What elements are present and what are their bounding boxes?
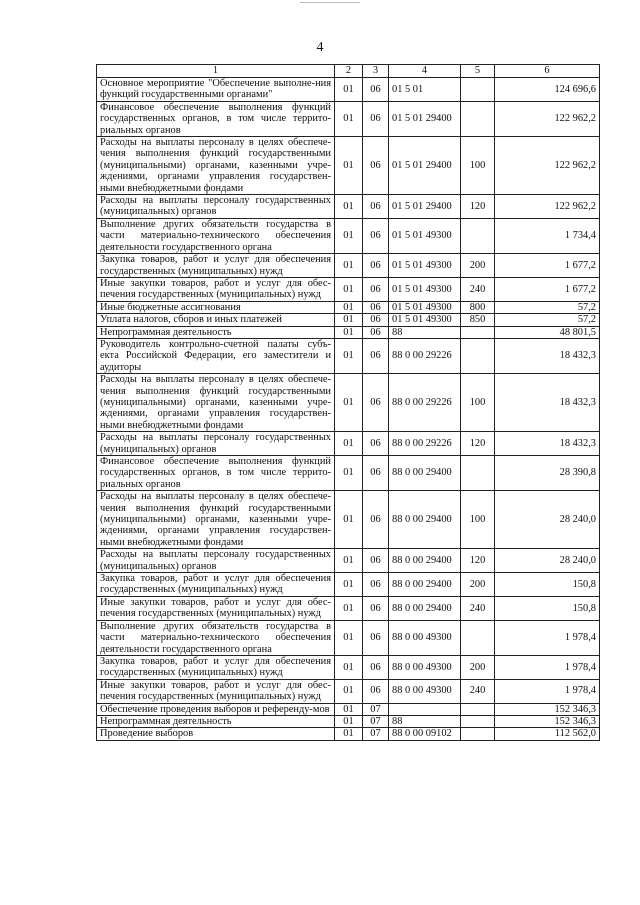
row-section: 01 xyxy=(335,456,363,491)
row-subsection: 06 xyxy=(363,301,389,313)
row-subsection: 07 xyxy=(363,703,389,715)
header-col-6: 6 xyxy=(495,65,600,78)
row-section: 01 xyxy=(335,655,363,679)
scan-artifact-line xyxy=(300,2,360,3)
row-name: Руководитель контрольно-счетной палаты субъ-екта Российской Федерации, его заместители и аудиторы xyxy=(97,338,335,373)
row-amount: 28 390,8 xyxy=(495,456,600,491)
row-section: 01 xyxy=(335,301,363,313)
row-expense-type: 200 xyxy=(461,655,495,679)
row-amount: 1 677,2 xyxy=(495,254,600,278)
row-target-article: 01 5 01 49300 xyxy=(389,314,461,326)
row-name: Расходы на выплаты персоналу в целях обеспече-чения выполнения функций государственными (муниципальными) органами, казенными учре-ждениями, органами управления государствен-ными внебюджетными фондами xyxy=(97,137,335,195)
row-target-article: 88 0 00 29400 xyxy=(389,549,461,573)
row-expense-type: 850 xyxy=(461,314,495,326)
row-section: 01 xyxy=(335,573,363,597)
row-target-article: 88 0 00 29400 xyxy=(389,456,461,491)
row-target-article: 88 0 00 49300 xyxy=(389,679,461,703)
row-subsection: 06 xyxy=(363,101,389,136)
row-name: Закупка товаров, работ и услуг для обеспечения государственных (муниципальных) нужд xyxy=(97,254,335,278)
row-name: Расходы на выплаты персоналу государственных (муниципальных) органов xyxy=(97,432,335,456)
row-expense-type: 240 xyxy=(461,596,495,620)
row-amount: 150,8 xyxy=(495,573,600,597)
row-amount: 57,2 xyxy=(495,301,600,313)
row-section: 01 xyxy=(335,679,363,703)
row-amount: 122 962,2 xyxy=(495,195,600,219)
row-section: 01 xyxy=(335,491,363,549)
table-row xyxy=(97,703,600,715)
table-row xyxy=(97,101,600,136)
row-section: 01 xyxy=(335,195,363,219)
row-target-article: 88 xyxy=(389,715,461,727)
row-section: 01 xyxy=(335,549,363,573)
row-target-article: 88 0 00 49300 xyxy=(389,655,461,679)
table-row xyxy=(97,254,600,278)
row-name: Непрограммная деятельность xyxy=(97,715,335,727)
row-section: 01 xyxy=(335,728,363,740)
row-amount: 152 346,3 xyxy=(495,715,600,727)
row-subsection: 06 xyxy=(363,456,389,491)
row-expense-type: 240 xyxy=(461,679,495,703)
row-subsection: 06 xyxy=(363,596,389,620)
row-section: 01 xyxy=(335,715,363,727)
row-target-article: 88 0 00 29226 xyxy=(389,374,461,432)
row-target-article: 01 5 01 29400 xyxy=(389,101,461,136)
row-expense-type xyxy=(461,728,495,740)
row-name: Иные закупки товаров, работ и услуг для обес-печения государственных (муниципальных) нужд xyxy=(97,596,335,620)
row-expense-type xyxy=(461,338,495,373)
header-col-1: 1 xyxy=(97,65,335,78)
row-target-article: 88 0 00 09102 xyxy=(389,728,461,740)
table-row xyxy=(97,338,600,373)
row-subsection: 06 xyxy=(363,549,389,573)
row-section: 01 xyxy=(335,101,363,136)
row-name: Обеспечение проведения выборов и референду-мов xyxy=(97,703,335,715)
row-subsection: 06 xyxy=(363,655,389,679)
table-row xyxy=(97,491,600,549)
row-section: 01 xyxy=(335,620,363,655)
row-subsection: 07 xyxy=(363,715,389,727)
table-row xyxy=(97,432,600,456)
row-name: Финансовое обеспечение выполнения функций государственных органов, в том числе террито-риальных органов xyxy=(97,456,335,491)
row-subsection: 06 xyxy=(363,254,389,278)
table-row xyxy=(97,78,600,102)
row-subsection: 06 xyxy=(363,679,389,703)
row-name: Финансовое обеспечение выполнения функций государственных органов, в том числе террито-риальных органов xyxy=(97,101,335,136)
row-section: 01 xyxy=(335,703,363,715)
row-subsection: 06 xyxy=(363,195,389,219)
row-amount: 28 240,0 xyxy=(495,491,600,549)
row-expense-type: 200 xyxy=(461,254,495,278)
row-target-article: 01 5 01 xyxy=(389,78,461,102)
header-col-4: 4 xyxy=(389,65,461,78)
row-name: Основное мероприятие "Обеспечение выполне-ния функций государственными органами" xyxy=(97,78,335,102)
row-amount: 1 978,4 xyxy=(495,655,600,679)
row-subsection: 06 xyxy=(363,374,389,432)
row-amount: 1 734,4 xyxy=(495,218,600,253)
row-subsection: 06 xyxy=(363,277,389,301)
row-subsection: 06 xyxy=(363,137,389,195)
table-row xyxy=(97,715,600,727)
row-name: Иные закупки товаров, работ и услуг для обес-печения государственных (муниципальных) нужд xyxy=(97,277,335,301)
row-expense-type: 120 xyxy=(461,195,495,219)
row-expense-type: 200 xyxy=(461,573,495,597)
table-row xyxy=(97,728,600,740)
row-amount: 18 432,3 xyxy=(495,374,600,432)
row-name: Расходы на выплаты персоналу в целях обеспече-чения выполнения функций государственными (муниципальными) органами, казенными учре-ждениями, органами управления государствен-ными внебюджетными фондами xyxy=(97,491,335,549)
row-target-article: 01 5 01 49300 xyxy=(389,254,461,278)
table-row xyxy=(97,218,600,253)
row-name: Уплата налогов, сборов и иных платежей xyxy=(97,314,335,326)
row-expense-type: 800 xyxy=(461,301,495,313)
row-amount: 150,8 xyxy=(495,596,600,620)
row-target-article: 01 5 01 29400 xyxy=(389,137,461,195)
row-name: Закупка товаров, работ и услуг для обеспечения государственных (муниципальных) нужд xyxy=(97,573,335,597)
row-amount: 57,2 xyxy=(495,314,600,326)
row-subsection: 06 xyxy=(363,338,389,373)
row-name: Выполнение других обязательств государства в части материально-технического обеспечения деятельности государственного органа xyxy=(97,218,335,253)
row-section: 01 xyxy=(335,596,363,620)
row-name: Выполнение других обязательств государства в части материально-технического обеспечения деятельности государственного органа xyxy=(97,620,335,655)
budget-table xyxy=(96,64,600,741)
row-expense-type xyxy=(461,326,495,338)
row-subsection: 07 xyxy=(363,728,389,740)
table-row xyxy=(97,277,600,301)
row-section: 01 xyxy=(335,338,363,373)
table-row xyxy=(97,326,600,338)
table-row xyxy=(97,573,600,597)
row-subsection: 06 xyxy=(363,491,389,549)
row-expense-type: 100 xyxy=(461,137,495,195)
row-subsection: 06 xyxy=(363,573,389,597)
row-expense-type: 240 xyxy=(461,277,495,301)
row-section: 01 xyxy=(335,432,363,456)
table-row xyxy=(97,655,600,679)
row-amount: 112 562,0 xyxy=(495,728,600,740)
row-amount: 124 696,6 xyxy=(495,78,600,102)
table-row xyxy=(97,137,600,195)
row-name: Иные бюджетные ассигнования xyxy=(97,301,335,313)
row-subsection: 06 xyxy=(363,218,389,253)
row-expense-type: 120 xyxy=(461,432,495,456)
header-col-2: 2 xyxy=(335,65,363,78)
row-amount: 1 677,2 xyxy=(495,277,600,301)
row-section: 01 xyxy=(335,78,363,102)
row-target-article: 88 0 00 29226 xyxy=(389,432,461,456)
row-subsection: 06 xyxy=(363,432,389,456)
page-number: 4 xyxy=(316,40,324,55)
row-target-article: 01 5 01 49300 xyxy=(389,218,461,253)
row-expense-type xyxy=(461,101,495,136)
row-section: 01 xyxy=(335,277,363,301)
row-target-article: 01 5 01 49300 xyxy=(389,277,461,301)
row-target-article: 88 0 00 29400 xyxy=(389,596,461,620)
table-row xyxy=(97,456,600,491)
row-amount: 1 978,4 xyxy=(495,620,600,655)
header-col-5: 5 xyxy=(461,65,495,78)
row-target-article: 88 0 00 29400 xyxy=(389,573,461,597)
row-name: Расходы на выплаты персоналу государственных (муниципальных) органов xyxy=(97,549,335,573)
row-target-article: 88 0 00 29226 xyxy=(389,338,461,373)
row-name: Закупка товаров, работ и услуг для обеспечения государственных (муниципальных) нужд xyxy=(97,655,335,679)
table-row xyxy=(97,314,600,326)
row-amount: 18 432,3 xyxy=(495,338,600,373)
row-name: Непрограммная деятельность xyxy=(97,326,335,338)
table-row xyxy=(97,679,600,703)
row-subsection: 06 xyxy=(363,314,389,326)
row-target-article: 01 5 01 49300 xyxy=(389,301,461,313)
row-target-article: 88 0 00 29400 xyxy=(389,491,461,549)
row-section: 01 xyxy=(335,254,363,278)
row-expense-type: 120 xyxy=(461,549,495,573)
row-expense-type xyxy=(461,620,495,655)
table-row xyxy=(97,374,600,432)
row-expense-type xyxy=(461,456,495,491)
row-subsection: 06 xyxy=(363,620,389,655)
row-amount: 122 962,2 xyxy=(495,101,600,136)
table-row xyxy=(97,596,600,620)
row-section: 01 xyxy=(335,218,363,253)
row-expense-type xyxy=(461,703,495,715)
row-name: Иные закупки товаров, работ и услуг для обес-печения государственных (муниципальных) нужд xyxy=(97,679,335,703)
row-amount: 152 346,3 xyxy=(495,703,600,715)
row-name: Расходы на выплаты персоналу в целях обеспече-чения выполнения функций государственными (муниципальными) органами, казенными учре-ждениями, органами управления государствен-ными внебюджетными фондами xyxy=(97,374,335,432)
table-row xyxy=(97,195,600,219)
row-target-article xyxy=(389,703,461,715)
table-row xyxy=(97,301,600,313)
row-section: 01 xyxy=(335,374,363,432)
row-section: 01 xyxy=(335,314,363,326)
row-expense-type: 100 xyxy=(461,374,495,432)
row-amount: 28 240,0 xyxy=(495,549,600,573)
row-target-article: 88 xyxy=(389,326,461,338)
row-amount: 1 978,4 xyxy=(495,679,600,703)
row-amount: 18 432,3 xyxy=(495,432,600,456)
row-target-article: 01 5 01 29400 xyxy=(389,195,461,219)
row-amount: 48 801,5 xyxy=(495,326,600,338)
header-col-3: 3 xyxy=(363,65,389,78)
row-subsection: 06 xyxy=(363,326,389,338)
table-row xyxy=(97,620,600,655)
row-amount: 122 962,2 xyxy=(495,137,600,195)
row-name: Проведение выборов xyxy=(97,728,335,740)
row-expense-type: 100 xyxy=(461,491,495,549)
row-subsection: 06 xyxy=(363,78,389,102)
table-row xyxy=(97,549,600,573)
row-section: 01 xyxy=(335,326,363,338)
row-expense-type xyxy=(461,78,495,102)
table-header-row xyxy=(97,65,600,78)
row-expense-type xyxy=(461,218,495,253)
row-section: 01 xyxy=(335,137,363,195)
row-target-article: 88 0 00 49300 xyxy=(389,620,461,655)
row-name: Расходы на выплаты персоналу государственных (муниципальных) органов xyxy=(97,195,335,219)
row-expense-type xyxy=(461,715,495,727)
